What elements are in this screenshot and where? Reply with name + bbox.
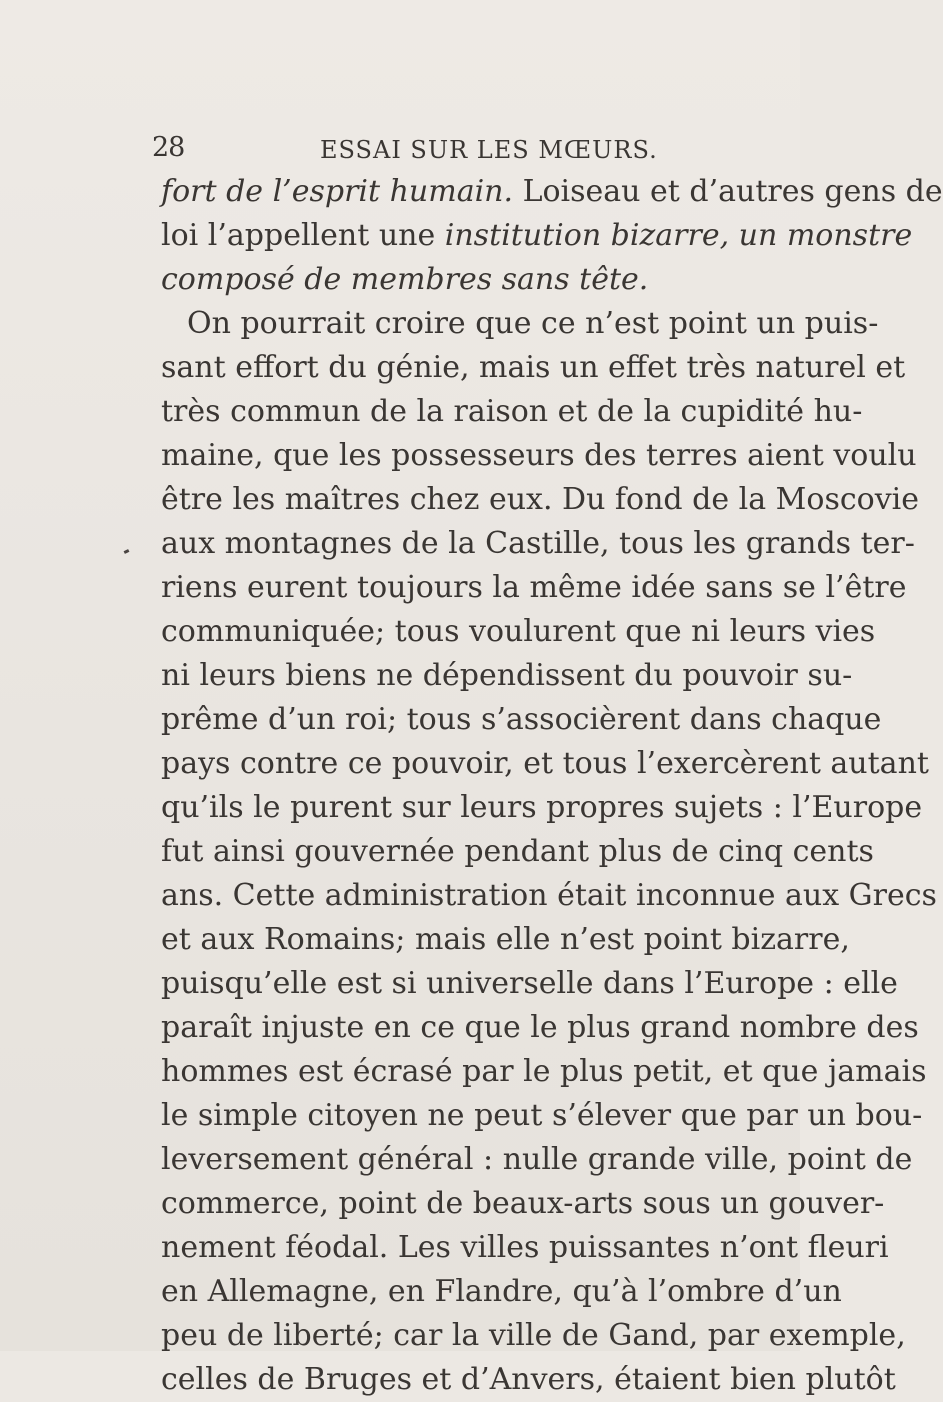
text-line: composé de membres sans tête. [161,262,649,297]
text-line: nement féodal. Les villes puissantes n’ont fleuri [161,1230,889,1265]
margin-mark [124,549,130,554]
italic-phrase: institution bizarre, un monstre [444,218,913,253]
text-line: paraît injuste en ce que le plus grand nombre des [161,1010,919,1045]
paragraph-start-line: On pourrait croire que ce n’est point un puis- [187,306,879,341]
text-line: prême d’un roi; tous s’associèrent dans chaque [161,702,882,737]
text-segment: Loiseau et d’autres gens de [513,174,943,209]
text-line: commerce, point de beaux-arts sous un gouver- [161,1186,885,1221]
text-line: sant effort du génie, mais un effet très naturel et [161,350,906,385]
body-text [161,170,943,1402]
page-header [152,132,712,168]
text-line: pays contre ce pouvoir, et tous l’exercèrent autant [161,746,929,781]
text-line [161,214,913,258]
text-line: fut ainsi gouvernée pendant plus de cinq cents [161,834,874,869]
text-line [161,170,943,214]
text-line: leversement général : nulle grande ville, point de [161,1142,913,1177]
text-line: et aux Romains; mais elle n’est point bizarre, [161,922,850,957]
text-line: être les maîtres chez eux. Du fond de la Moscovie [161,482,919,517]
text-line: hommes est écrasé par le plus petit, et que jamais [161,1054,927,1089]
text-segment: loi l’appellent une [161,218,445,253]
text-line: riens eurent toujours la même idée sans se l’être [161,570,907,605]
text-line: en Allemagne, en Flandre, qu’à l’ombre d’un [161,1274,842,1309]
text-line: maine, que les possesseurs des terres aient voulu [161,438,917,473]
italic-phrase: fort de l’esprit humain. [161,174,514,209]
page-number: 28 [152,132,185,163]
running-title: ESSAI SUR LES MŒURS. [320,136,658,164]
text-line: peu de liberté; car la ville de Gand, par exemple, [161,1318,906,1353]
text-line: ans. Cette administration était inconnue aux Grecs [161,878,937,913]
text-line: qu’ils le purent sur leurs propres sujets : l’Europe [161,790,923,825]
text-line: le simple citoyen ne peut s’élever que par un bou- [161,1098,923,1133]
text-line: aux montagnes de la Castille, tous les grands ter- [161,526,915,561]
text-line: puisqu’elle est si universelle dans l’Europe : elle [161,966,898,1001]
text-line: très commun de la raison et de la cupidité hu- [161,394,863,429]
text-line: celles de Bruges et d’Anvers, étaient bien plutôt [161,1362,896,1397]
text-line: ni leurs biens ne dépendissent du pouvoir su- [161,658,853,693]
text-line: communiquée; tous voulurent que ni leurs vies [161,614,876,649]
